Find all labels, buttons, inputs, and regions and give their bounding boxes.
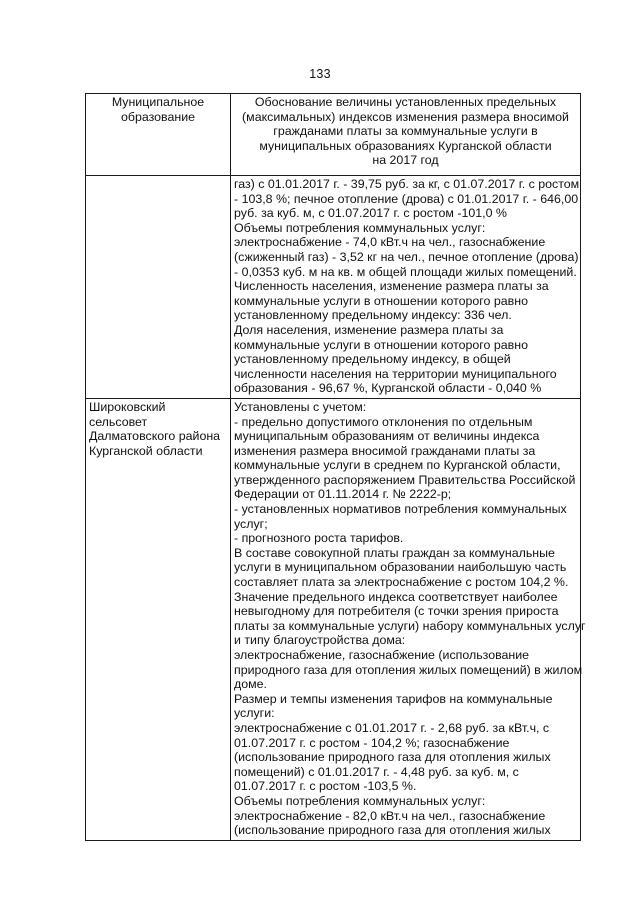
- text-line: изменения размера вносимой гражданами платы за: [234, 443, 536, 458]
- justification-cell: [231, 176, 581, 399]
- text-line: - предельно допустимого отклонения по отдельным: [234, 414, 533, 429]
- text-line: Объемы потребления коммунальных услуг:: [234, 220, 486, 235]
- text-line: газ) с 01.01.2017 г. - 39,75 руб. за кг, с 01.07.2017 г. с ростом: [234, 177, 580, 191]
- text-line: услуги в муниципальном образовании наибольшую часть: [234, 560, 567, 575]
- municipality-cell-empty: [86, 176, 231, 399]
- text-line: природного газа для отопления жилых помещений) в жилом: [234, 662, 583, 677]
- text-line: (использование природного газа для отопления жилых: [234, 750, 551, 765]
- text-line: - 0,0353 куб. м на кв. м общей площади жилых помещений.: [234, 264, 577, 279]
- municipality-name-line: сельсовет: [89, 414, 148, 429]
- municipality-name-line: Курганской области: [89, 443, 203, 458]
- text-line: Доля населения, изменение размера платы за: [234, 322, 504, 337]
- text-line: доме.: [234, 677, 267, 692]
- justification-table: [85, 93, 586, 841]
- header-justification-line: Обоснование величины установленных предельных: [254, 95, 557, 109]
- text-line: и типу благоустройства дома:: [234, 633, 406, 648]
- text-line: руб. за куб. м, с 01.07.2017 г. с ростом -101,0 %: [234, 206, 507, 221]
- text-line: Численность населения, изменение размера платы за: [234, 279, 549, 294]
- text-line: услуг;: [234, 516, 268, 531]
- text-line: (сжиженный газ) - 3,52 кг на чел., печное отопление (дрова): [234, 249, 579, 264]
- text-line: услуги:: [234, 706, 275, 721]
- text-line: электроснабжение - 82,0 кВт.ч на чел., газоснабжение: [234, 808, 546, 823]
- text-line: установленному предельному индексу: 336 чел.: [234, 308, 512, 323]
- header-justification-line: (максимальных) индексов изменения размера вносимой: [242, 109, 569, 124]
- text-line: коммунальные услуги в отношении которого равно: [234, 293, 528, 308]
- text-line: муниципальным образованиям от величины индекса: [234, 429, 540, 444]
- text-line: 01.07.2017 г. с ростом -103,5 %.: [234, 779, 417, 794]
- text-line: Федерации от 01.11.2014 г. № 2222-р;: [234, 487, 452, 502]
- text-line: Значение предельного индекса соответствует наиболее: [234, 589, 558, 604]
- justification-cell: [231, 398, 586, 840]
- text-line: - прогнозного роста тарифов.: [234, 531, 404, 546]
- table-row: [86, 176, 581, 399]
- text-line: коммунальные услуги в отношении которого равно: [234, 337, 528, 352]
- header-justification-line: муниципальных образованиях Курганской области: [259, 138, 552, 153]
- text-line: установленному предельному индексу, в общей: [234, 352, 511, 367]
- header-justification: [231, 94, 581, 176]
- text-line: (использование природного газа для отопления жилых: [234, 823, 551, 838]
- text-line: Установлены с учетом:: [234, 399, 367, 414]
- text-line: платы за коммунальные услуги) набору коммунальных услуг: [234, 618, 586, 633]
- text-line: образования - 96,67 %, Курганской области - 0,040 %: [234, 381, 542, 396]
- header-justification-line: на 2017 год: [372, 153, 439, 168]
- municipality-cell: [86, 398, 231, 840]
- text-line: В составе совокупной платы граждан за коммунальные: [234, 545, 555, 560]
- header-municipality-line: образование: [120, 109, 196, 124]
- text-line: электроснабжение, газоснабжение (использование: [234, 648, 530, 662]
- text-line: невыгодному для потребителя (с точки зрения прироста: [234, 604, 559, 619]
- text-line: помещений) с 01.01.2017 г. - 4,48 руб. за куб. м, с: [234, 764, 519, 779]
- text-line: Размер и темпы изменения тарифов на коммунальные: [234, 691, 553, 706]
- text-line: электроснабжение с 01.01.2017 г. - 2,68 руб. за кВт.ч, с: [234, 720, 550, 735]
- header-municipality-line: Муниципальное: [111, 95, 205, 109]
- text-line: составляет плата за электроснабжение с ростом 104,2 %.: [234, 575, 569, 590]
- text-line: 01.07.2017 г. с ростом - 104,2 %; газоснабжение: [234, 735, 510, 750]
- table-row: [86, 398, 581, 840]
- text-line: коммунальные услуги в среднем по Курганской области,: [234, 458, 561, 473]
- text-line: электроснабжение - 74,0 кВт.ч на чел., газоснабжение: [234, 235, 546, 250]
- table-header-row: [86, 94, 581, 176]
- text-line: - установленных нормативов потребления коммунальных: [234, 502, 567, 517]
- text-line: численности населения на территории муниципального: [234, 366, 557, 381]
- text-line: Объемы потребления коммунальных услуг:: [234, 793, 486, 808]
- header-municipality: [86, 94, 231, 176]
- header-justification-line: гражданами платы за коммунальные услуги в: [273, 124, 538, 139]
- text-line: утвержденного распоряжением Правительства Российской: [234, 472, 576, 487]
- text-line: - 103,8 %; печное отопление (дрова) с 01.01.2017 г. - 646,00: [234, 191, 579, 206]
- municipality-name-line: Далматовского района: [89, 429, 221, 444]
- page-number: 133: [309, 67, 331, 81]
- municipality-name-line: Широковский: [89, 399, 166, 414]
